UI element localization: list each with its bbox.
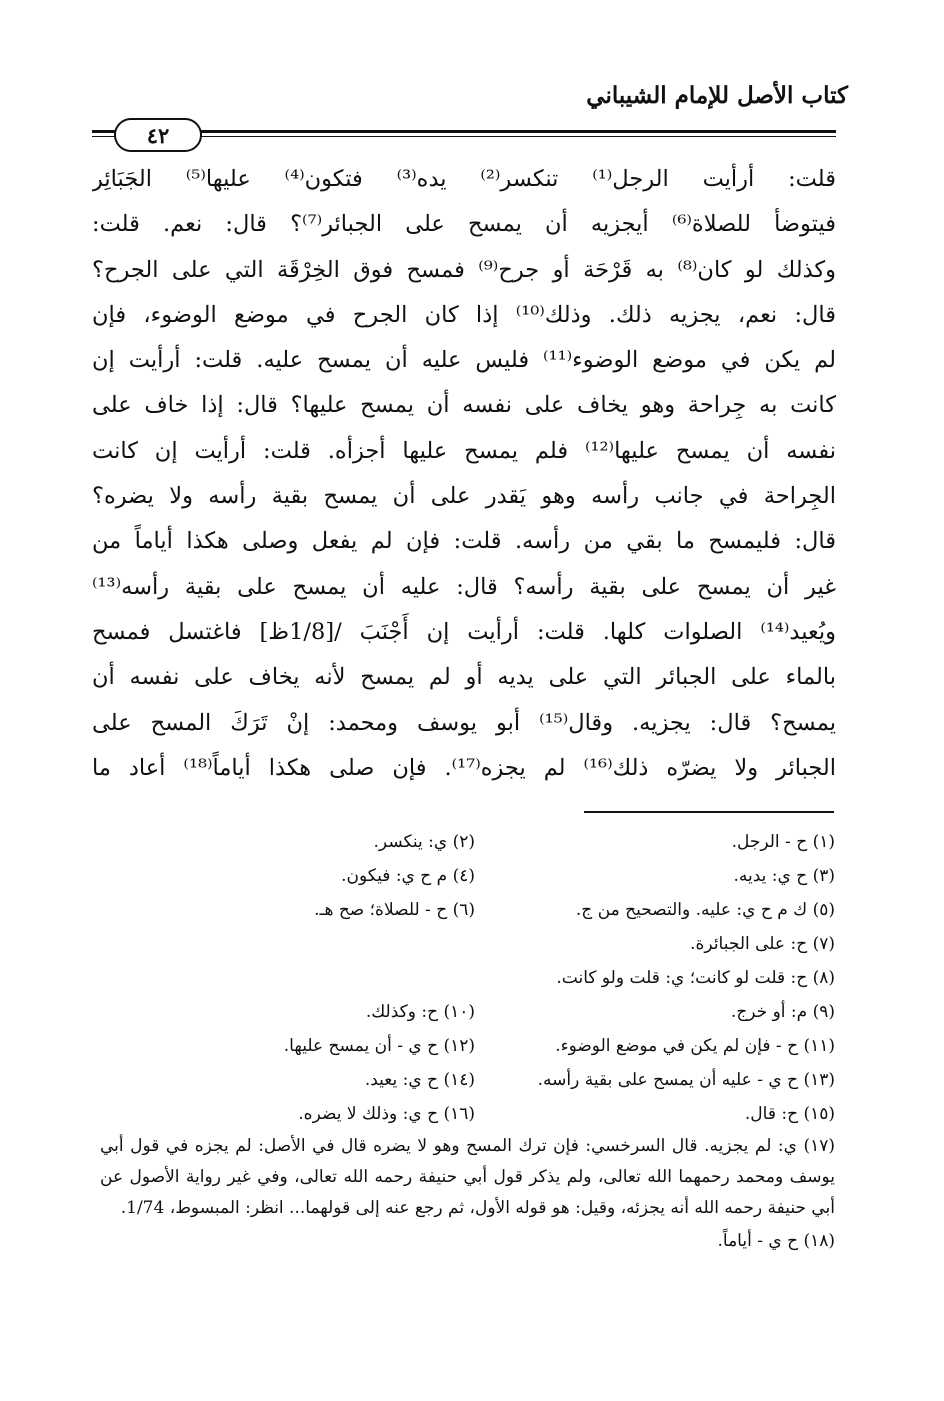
text-line: وكذلك لو كان⁽⁸⁾ به قَرْحَة أو جرح⁽⁹⁾ فمسح فوق الخِرْقَة التي على الجرح؟ [92, 256, 836, 283]
text-line: قال: نعم، يجزيه ذلك. وذلك⁽¹⁰⁾ إذا كان الجرح في موضع الوضوء، فإن [92, 301, 836, 328]
footnote: (١٣) ح ي - عليه أن يمسح على بقية رأسه. [537, 1070, 835, 1090]
text-line: فيتوضأ للصلاة⁽⁶⁾ أيجزيه أن يمسح على الجبائر⁽⁷⁾؟ قال: نعم. قلت: [92, 211, 836, 238]
footnote: (٢) ي: ينكسر. [373, 832, 475, 852]
footnote-row [100, 1029, 835, 1063]
footnote: (١) ح - الرجل. [731, 832, 835, 852]
footnote-row [100, 961, 835, 995]
footnote-row [100, 825, 835, 859]
footnote: (٧) ح: على الجبائرة. [690, 934, 835, 954]
footnote: (١٦) ح ي: وذلك لا يضره. [298, 1104, 475, 1124]
footnote: (٣) ح ي: يديه. [733, 866, 835, 886]
footnote: (٦) ح - للصلاة؛ صح هـ. [314, 900, 475, 920]
footnote-row [100, 893, 835, 927]
footnote-17: (١٧) ي: لم يجزيه. قال السرخسي: فإن ترك المسح وهو لا يضره قال في الأصل: لم يجزه في قول أبي يوسف ومحمد رحمهما الله تعالى، ولم يذكر قول أبي حنيفة رحمه الله تعالى، وفي غير رواية الأصول عن أبي حنيفة رحمه الله أنه يجزئه، وقيل: هو قوله الأول، ثم رجع عنه إلى قولهما... انظر: المبسوط، 1/74. [100, 1136, 835, 1218]
footnote-row [100, 995, 835, 1029]
footnotes [100, 825, 835, 1258]
footnote-row [100, 927, 835, 961]
footnote: (١٠) ح: وكذلك. [365, 1002, 475, 1022]
text-line: قال: فليمسح ما بقي من رأسه. قلت: فإن لم يفعل وصلى هكذا أياماً من [92, 528, 836, 555]
footnote: (٨) ح: قلت لو كانت؛ ي: قلت ولو كانت. [556, 968, 835, 988]
footnote-row [100, 859, 835, 893]
footnote-row [100, 1063, 835, 1097]
text-line: غير أن يمسح على بقية رأسه؟ قال: عليه أن يمسح على بقية رأسه⁽¹³⁾ [92, 573, 836, 600]
footnote: (١٥) ح: قال. [744, 1104, 835, 1124]
header-rule [92, 130, 836, 133]
footnote: (٥) ك م ح ي: عليه. والتصحيح من ج. [575, 900, 835, 920]
footnote: (١١) ح - فإن لم يكن في موضع الوضوء. [555, 1036, 835, 1056]
footnote-separator [584, 811, 834, 813]
footnote-18: (١٨) ح ي - أياماً. [717, 1231, 835, 1251]
text-line: لم يكن في موضع الوضوء⁽¹¹⁾ فليس عليه أن يمسح عليه. قلت: أرأيت إن [92, 347, 836, 374]
text-line: كانت به جِراحة وهو يخاف على نفسه أن يمسح عليها؟ قال: إذا خاف على [92, 392, 836, 419]
running-header-title: كتاب الأصل للإمام الشيباني [586, 82, 848, 109]
text-line: قلت: أرأيت الرجل⁽¹⁾ تنكسر⁽²⁾ يده⁽³⁾ فتكون⁽⁴⁾ عليها⁽⁵⁾ الجَبَائِر [92, 166, 836, 192]
footnote: (١٢) ح ي - أن يمسح عليها. [283, 1036, 475, 1056]
footnote: (٤) م ح ي: فيكون. [341, 866, 475, 886]
main-text [92, 157, 836, 791]
text-line: نفسه أن يمسح عليها⁽¹²⁾ فلم يمسح عليها أجزأه. قلت: أرأيت إن كانت [92, 437, 836, 464]
header-rule-thin [92, 136, 836, 137]
text-line: الجِراحة في جانب رأسه وهو يَقدر على أن يمسح بقية رأسه ولا يضره؟ [92, 483, 836, 510]
footnote-row [100, 1097, 835, 1131]
text-line: يمسح؟ قال: يجزيه. وقال⁽¹⁵⁾ أبو يوسف ومحمد: إنْ تَرَكَ المسح على [92, 709, 836, 736]
footnote: (١٤) ح ي: يعيد. [364, 1070, 475, 1090]
text-line: بالماء على الجبائر التي على يديه أو لم يمسح لأنه يخاف على نفسه أن [92, 664, 836, 691]
text-line: ويُعيد⁽¹⁴⁾ الصلوات كلها. قلت: أرأيت إن أَجْنَبَ /[1/8ظ] فاغتسل فمسح [92, 618, 836, 645]
footnote: (٩) م: أو خرج. [730, 1002, 835, 1022]
page-number: ٤٢ [114, 118, 202, 152]
text-line: الجبائر ولا يضرّه ذلك⁽¹⁶⁾ لم يجزه⁽¹⁷⁾. فإن صلى هكذا أياماً⁽¹⁸⁾ أعاد ما [92, 754, 836, 781]
